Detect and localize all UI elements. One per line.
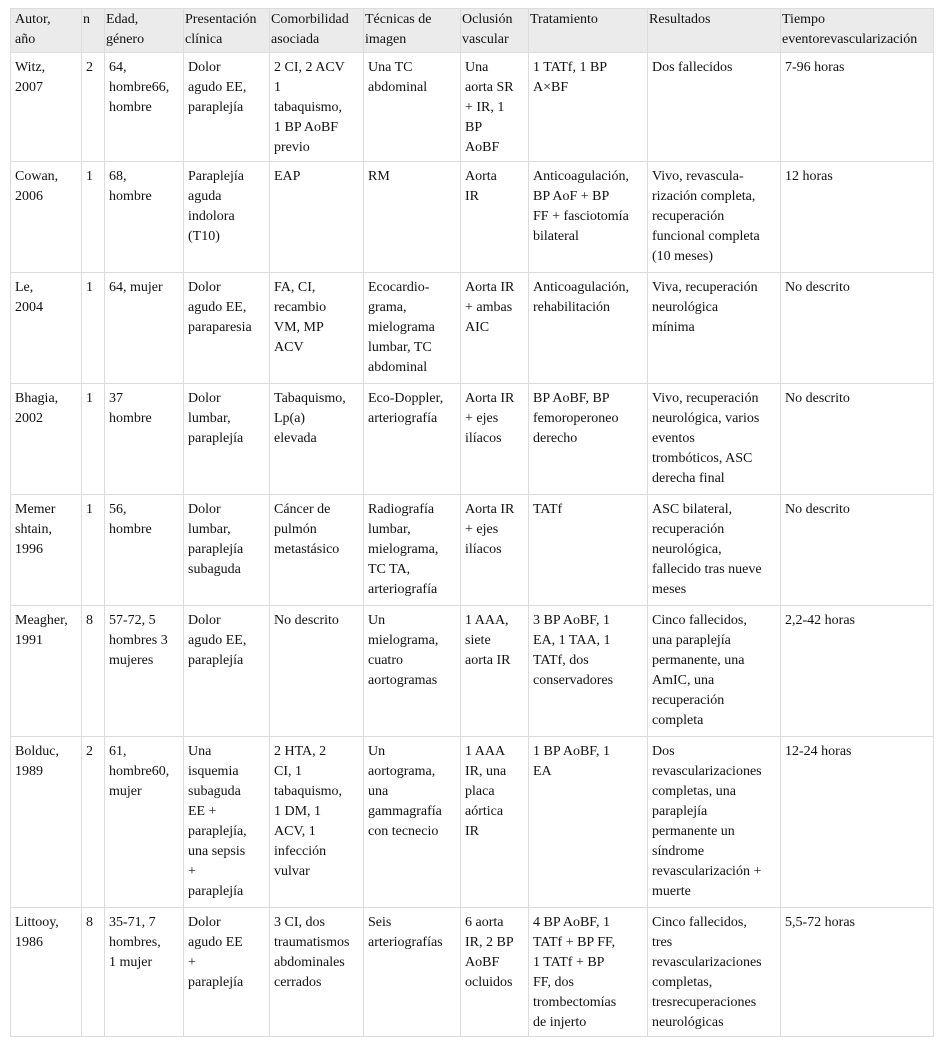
cell-imaging: Ecocardio- grama, mielograma lumbar, TC abdominal [364, 273, 461, 384]
cell-age-gender: 64, hombre66, hombre [105, 53, 184, 162]
cell-results: Viva, recuperación neurológica mínima [648, 273, 781, 384]
cell-comorbidity: 2 CI, 2 ACV 1 tabaquismo, 1 BP AoBF previo [270, 53, 364, 162]
cell-time: 5,5-72 horas [781, 908, 934, 1037]
cell-n: 8 [82, 606, 105, 737]
cell-comorbidity: 3 CI, dos traumatismos abdominales cerrados [270, 908, 364, 1037]
cell-age-gender: 68, hombre [105, 162, 184, 273]
cell-time: No descrito [781, 273, 934, 384]
header-results: Resultados [648, 9, 781, 53]
cell-results: Vivo, recuperación neurológica, varios eventos trombóticos, ASC derecha final [648, 384, 781, 495]
cell-author: Cowan, 2006 [11, 162, 82, 273]
case-report-table [10, 8, 934, 1037]
cell-time: 7-96 horas [781, 53, 934, 162]
table-row [11, 606, 934, 737]
cell-time: 12-24 horas [781, 737, 934, 908]
header-comorbidity: Comorbilidad asociada [270, 9, 364, 53]
cell-treatment: 1 TATf, 1 BP A×BF [529, 53, 648, 162]
cell-treatment: 3 BP AoBF, 1 EA, 1 TAA, 1 TATf, dos conservadores [529, 606, 648, 737]
cell-presentation: Paraplejía aguda indolora (T10) [184, 162, 270, 273]
cell-occlusion: Aorta IR + ejes ilíacos [461, 495, 529, 606]
cell-author: Littooy, 1986 [11, 908, 82, 1037]
cell-treatment: 4 BP AoBF, 1 TATf + BP FF, 1 TATf + BP FF, dos trombectomías de injerto [529, 908, 648, 1037]
header-author-year: Autor, año [11, 9, 82, 53]
header-imaging: Técnicas de imagen [364, 9, 461, 53]
cell-age-gender: 57-72, 5 hombres 3 mujeres [105, 606, 184, 737]
cell-results: Cinco fallecidos, una paraplejía permanente, una AmIC, una recuperación completa [648, 606, 781, 737]
header-n: n [82, 9, 105, 53]
cell-treatment: 1 BP AoBF, 1 EA [529, 737, 648, 908]
cell-comorbidity: Tabaquismo, Lp(a) elevada [270, 384, 364, 495]
cell-occlusion: Aorta IR [461, 162, 529, 273]
header-vascular-occlusion: Oclusión vascular [461, 9, 529, 53]
cell-results: Cinco fallecidos, tres revascularizaciones completas, tresrecuperaciones neurológicas [648, 908, 781, 1037]
cell-results: Dos fallecidos [648, 53, 781, 162]
cell-imaging: Radiografía lumbar, mielograma, TC TA, arteriografía [364, 495, 461, 606]
cell-comorbidity: EAP [270, 162, 364, 273]
cell-n: 1 [82, 273, 105, 384]
cell-n: 8 [82, 908, 105, 1037]
cell-imaging: Un aortograma, una gammagrafía con tecnecio [364, 737, 461, 908]
header-age-gender: Edad, género [105, 9, 184, 53]
header-row [11, 9, 934, 53]
cell-author: Memer shtain, 1996 [11, 495, 82, 606]
cell-time: 2,2-42 horas [781, 606, 934, 737]
cell-occlusion: Aorta IR + ambas AIC [461, 273, 529, 384]
cell-imaging: Un mielograma, cuatro aortogramas [364, 606, 461, 737]
cell-occlusion: 6 aorta IR, 2 BP AoBF ocluidos [461, 908, 529, 1037]
cell-imaging: Una TC abdominal [364, 53, 461, 162]
cell-age-gender: 56, hombre [105, 495, 184, 606]
cell-comorbidity: Cáncer de pulmón metastásico [270, 495, 364, 606]
cell-presentation: Una isquemia subaguda EE + paraplejía, una sepsis + paraplejía [184, 737, 270, 908]
cell-age-gender: 61, hombre60, mujer [105, 737, 184, 908]
table-row [11, 495, 934, 606]
cell-time: No descrito [781, 495, 934, 606]
cell-author: Le, 2004 [11, 273, 82, 384]
cell-time: 12 horas [781, 162, 934, 273]
table-row [11, 53, 934, 162]
cell-treatment: BP AoBF, BP femoroperoneo derecho [529, 384, 648, 495]
cell-results: Dos revascularizaciones completas, una paraplejía permanente un síndrome revascularización + muerte [648, 737, 781, 908]
cell-presentation: Dolor agudo EE, paraparesia [184, 273, 270, 384]
cell-presentation: Dolor agudo EE, paraplejía [184, 606, 270, 737]
cell-occlusion: 1 AAA, siete aorta IR [461, 606, 529, 737]
header-treatment: Tratamiento [529, 9, 648, 53]
cell-author: Meagher, 1991 [11, 606, 82, 737]
cell-comorbidity: FA, CI, recambio VM, MP ACV [270, 273, 364, 384]
cell-occlusion: Aorta IR + ejes ilíacos [461, 384, 529, 495]
cell-presentation: Dolor lumbar, paraplejía [184, 384, 270, 495]
cell-imaging: Seis arteriografías [364, 908, 461, 1037]
cell-age-gender: 64, mujer [105, 273, 184, 384]
cell-age-gender: 37 hombre [105, 384, 184, 495]
cell-author: Bolduc, 1989 [11, 737, 82, 908]
cell-results: ASC bilateral, recuperación neurológica, fallecido tras nueve meses [648, 495, 781, 606]
cell-n: 2 [82, 53, 105, 162]
cell-presentation: Dolor lumbar, paraplejía subaguda [184, 495, 270, 606]
cell-results: Vivo, revascula- rización completa, recuperación funcional completa (10 meses) [648, 162, 781, 273]
header-time-to-revascularization: Tiempo eventorevascularización [781, 9, 934, 53]
cell-occlusion: 1 AAA IR, una placa aórtica IR [461, 737, 529, 908]
cell-imaging: Eco-Doppler, arteriografía [364, 384, 461, 495]
table-row [11, 908, 934, 1037]
cell-comorbidity: 2 HTA, 2 CI, 1 tabaquismo, 1 DM, 1 ACV, 1 infección vulvar [270, 737, 364, 908]
table-row [11, 384, 934, 495]
cell-n: 1 [82, 162, 105, 273]
cell-occlusion: Una aorta SR + IR, 1 BP AoBF [461, 53, 529, 162]
cell-presentation: Dolor agudo EE + paraplejía [184, 908, 270, 1037]
cell-treatment: Anticoagulación, BP AoF + BP FF + fasciotomía bilateral [529, 162, 648, 273]
cell-treatment: TATf [529, 495, 648, 606]
cell-n: 2 [82, 737, 105, 908]
table-row [11, 273, 934, 384]
cell-comorbidity: No descrito [270, 606, 364, 737]
cell-author: Bhagia, 2002 [11, 384, 82, 495]
cell-n: 1 [82, 495, 105, 606]
cell-author: Witz, 2007 [11, 53, 82, 162]
cell-age-gender: 35-71, 7 hombres, 1 mujer [105, 908, 184, 1037]
table-row [11, 162, 934, 273]
cell-treatment: Anticoagulación, rehabilitación [529, 273, 648, 384]
cell-presentation: Dolor agudo EE, paraplejía [184, 53, 270, 162]
header-clinical-presentation: Presentación clínica [184, 9, 270, 53]
table-row [11, 737, 934, 908]
cell-n: 1 [82, 384, 105, 495]
cell-imaging: RM [364, 162, 461, 273]
cell-time: No descrito [781, 384, 934, 495]
